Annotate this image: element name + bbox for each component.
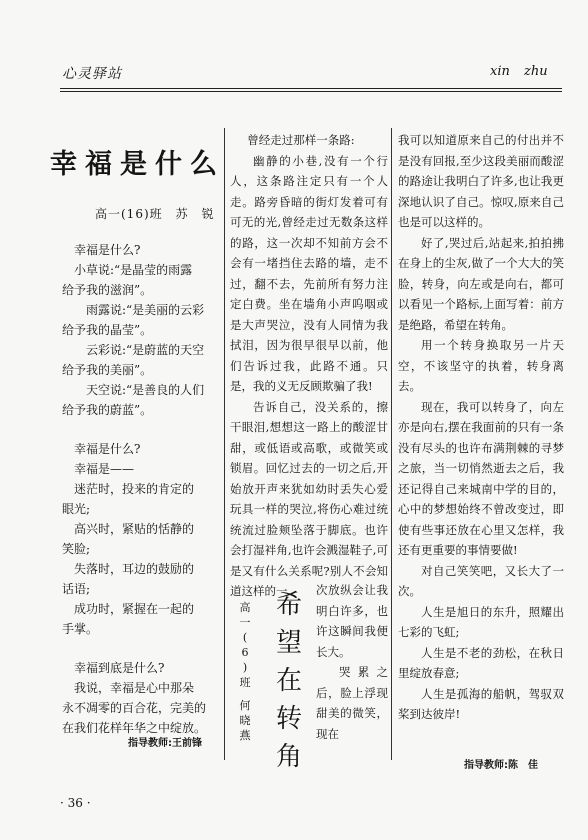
- paragraph: 告诉自己，没关系的，擦干眼泪,想想这一路上的酸涩甘甜，或低语或高歌，或微笑或锁眉。回忆过去的一切之后,开始放开声来犹如幼时丢失心爱玩具一样的哭泣,将伤心难过统统流过脸颊坠落于脚底。也许会打湿袢角,也许会溅湿鞋子,可是又有什么关系呢?别人不会知道这样的一: [230, 399, 388, 598]
- poem-line: 我说，幸福是心中那朵: [74, 681, 195, 695]
- paragraph: 哭累之后，脸上浮现甜美的微笑，现在: [316, 665, 388, 741]
- article2-body-col3: [398, 130, 564, 725]
- section-header-pinyin: xin zhu: [490, 64, 548, 79]
- article2-title: 希 望 在 转 角: [275, 590, 302, 772]
- article1-byline: 高一(16)班 苏 锐: [95, 207, 215, 221]
- header-rule: [60, 88, 562, 89]
- paragraph: 幽静的小巷,没有一个行人，这条路注定只有一个人走。路旁昏暗的街灯发着可有可无的光,曾经走过无数条这样的路，这一次却不知前方会不会有一堵挡住去路的墙，走不过，翻不去，先前所有努力注定白费。坐在墙角小声呜咽或是大声哭泣，没有人同情为我拭泪，因为很早很早以前，他们告诉过我，此路不通。只是，我的义无反顾欺骗了我!: [230, 153, 388, 393]
- article1-body: [62, 240, 222, 738]
- paragraph: 人生是孤海的船帆，驾驭双桨到达彼岸!: [398, 686, 564, 721]
- article2-body-col2: [230, 130, 388, 602]
- paragraph: 人生是旭日的东升，照耀出七彩的飞虹;: [398, 604, 564, 639]
- poem-line: 成功时，紧握在一起的: [74, 602, 195, 616]
- paragraph: 次放纵会让我明白许多，也许这瞬间我便长大。: [316, 583, 388, 659]
- paragraph: 现在，我可以转身了，向左亦是向右,摆在我面前的只有一条没有尽头的也许布满荆棘的寻梦之旅，当一切悄然逝去之后，我还记得自己来城南中学的目的，心中的梦想始终不曾改变过，即使有些事还放在心里又怎样，我还有更重要的事情要做!: [398, 399, 564, 557]
- stanza-gap: [62, 639, 222, 658]
- article1-title: 幸福是什么: [50, 149, 225, 180]
- paragraph: 好了,哭过后,站起来,拍拍拂在身上的尘灰,做了一个大大的笑脸，转身，向左或是向右，都可以看见一个路标,上面写着：前方是绝路，希望在转角。: [398, 235, 564, 332]
- column-divider-2: [391, 128, 392, 760]
- poem-line: 幸福是什么?: [74, 243, 141, 257]
- stanza-gap: [62, 420, 222, 439]
- poem-line: 小草说:“是晶莹的雨露: [74, 263, 193, 277]
- paragraph: 人生是不老的劲松，在秋日里绽放春意;: [398, 645, 564, 680]
- poem-line: 迷茫时，投来的肯定的: [74, 482, 195, 496]
- article1-advisor: 指导教师:王前锋: [128, 738, 202, 749]
- poem-line: 话语;: [62, 582, 91, 596]
- poem-line: 幸福到底是什么?: [74, 661, 165, 675]
- paragraph: 我可以知道原来自己的付出并不是没有回报,至少这段美丽而酸涩的路途让我明白了许多,也让我更深地认识了自己。惊叹,原来自己也是可以这样的。: [398, 133, 564, 229]
- poem-line: 失落时，耳边的鼓励的: [74, 562, 195, 576]
- header-rule-thin: [60, 91, 562, 92]
- poem-line: 眼光;: [62, 502, 91, 516]
- poem-line: 云彩说:“是蔚蓝的天空: [86, 343, 205, 357]
- paragraph: 对自己笑笑吧，又长大了一次。: [398, 563, 564, 598]
- article2-byline: 高 一 ( 6 ) 班 何 晓 燕: [239, 601, 251, 742]
- poem-line: 幸福是什么?: [74, 442, 141, 456]
- poem-line: 笑脸;: [62, 542, 91, 556]
- poem-line: 雨露说:“是美丽的云彩: [86, 303, 205, 317]
- poem-line: 永不凋零的百合花，完美的: [62, 701, 207, 715]
- section-header-label: 心灵驿站: [62, 66, 122, 82]
- paragraph: 用一个转身换取另一片天空，不该坚守的执着，转身离去。: [398, 338, 564, 393]
- column-divider-1: [224, 128, 225, 760]
- poem-line: 手掌。: [62, 622, 99, 636]
- poem-line: 幸福是——: [74, 462, 135, 476]
- poem-line: 在我们花样年华之中绽放。: [62, 721, 207, 735]
- article2-advisor: 指导教师:陈 佳: [464, 760, 538, 771]
- article2-body-col2-continued: [316, 580, 388, 744]
- poem-line: 给予我的美丽”。: [62, 363, 153, 377]
- poem-line: 高兴时，紧贴的恬静的: [74, 522, 195, 536]
- poem-line: 给予我的晶莹”。: [62, 323, 153, 337]
- paragraph: 曾经走过那样一条路:: [247, 133, 355, 147]
- poem-line: 天空说:“是善良的人们: [86, 383, 205, 397]
- page-number: · 36 ·: [60, 796, 91, 810]
- poem-line: 给予我的滋润”。: [62, 283, 153, 297]
- poem-line: 给予我的蔚蓝”。: [62, 403, 153, 417]
